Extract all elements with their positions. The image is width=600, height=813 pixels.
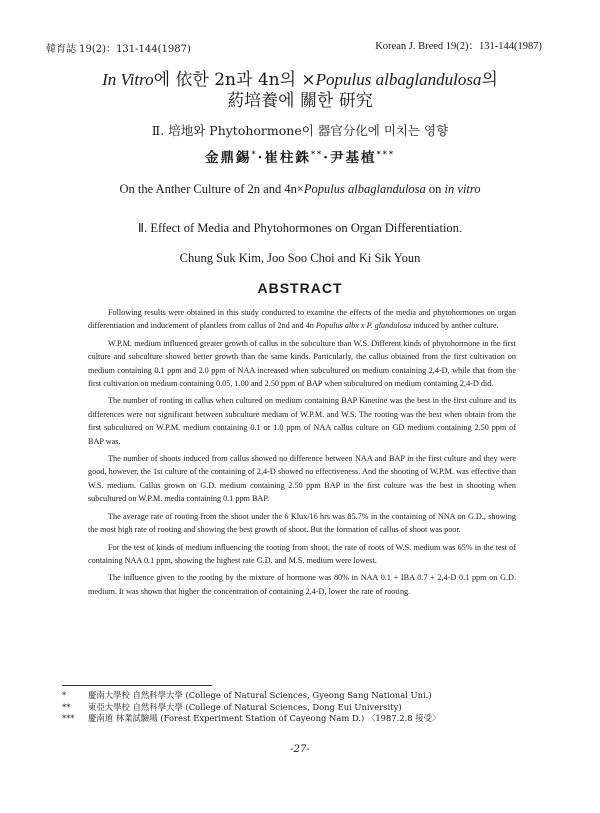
journal-citation-english: Korean J. Breed 19(2)：131-144(1987) — [375, 41, 542, 52]
abstract-body — [88, 306, 516, 602]
abstract-paragraph-7: The influence given to the rooting by the mixture of hormone was 80% in NAA 0.1 + IBA 0.7 + 2,4-D 0.1 ppm on G.D. medium. It was shown that higher the concentration of containing 2,4-D, lower the rate of rooting. — [88, 573, 516, 596]
korean-subtitle: Ⅱ. 培地와 Phytohormone이 器官分化에 미치는 영향 — [151, 123, 449, 138]
abstract-p1-species: Populus albx x P. glandulosa — [315, 321, 412, 331]
author-sep-1: · — [257, 150, 265, 166]
footnote-3-mark: *** — [62, 713, 75, 723]
english-title-line-2: Ⅱ. Effect of Media and Phytohormones on Organ Differentiation. — [137, 221, 463, 235]
footnote-divider — [62, 685, 212, 686]
author-2: 崔柱銖 — [264, 150, 311, 166]
title-italic-invitro: In Vitro — [102, 70, 154, 89]
footnote-1 — [62, 690, 522, 702]
title-text-a: 에 依한 2n과 4n의 × — [153, 70, 316, 90]
english-title-text-b: on — [425, 182, 445, 196]
korean-title-line-2: 葯培養에 關한 研究 — [227, 91, 373, 111]
author-3-mark: *** — [376, 148, 396, 159]
author-1: 金鼎錫 — [204, 150, 252, 166]
author-2-mark: ** — [310, 148, 324, 159]
abstract-paragraph-3: The number of rooting in callus when cultured on medium containing BAP Kinetine was the best in the first culture and its differences were not significant between subculture mediam of W.P.M. and W.S. The rooting was the best when obtain from the first subcultured on W.P.M. medium containing 0.1 or 1.0 ppm of NAA callus culture on GD medium containing 2.50 ppm of BAP was. — [88, 396, 516, 446]
english-title-italic-species: Populus albaglandulosa — [303, 182, 426, 196]
footnotes — [62, 690, 522, 725]
english-title-italic-invitro: in vitro — [444, 182, 481, 196]
abstract-p1-text: Following results were obtained in this study conducted to examine the effects of the media and phytohormones on organ differentiation and inducement of plantlets from callus of 2nd and 4n — [88, 308, 516, 331]
abstract-paragraph-4: The number of shoots induced from callus showed no difference between NAA and BAP in the first culture and they were good, however, the 1st culture of the containing of 2,4-D showed no effectiveness. And the shooting of W.P.M. was effective than W.S. medium. Callus grown on G.D. medium containing 2.50 ppm BAP in the first culture was the best in shooting when subcultured on W.P.M. media containing 0.1 ppm BAP. — [88, 454, 516, 504]
author-3: 尹基植 — [329, 150, 377, 166]
abstract-paragraph-6: For the test of kinds of medium influencing the rooting from shoot, the rate of roots of W.S. medium was 65% in the test of containing NAA 0.1 ppm, showing the highest rate G.D. and M.S. medium were lowest. — [88, 542, 516, 565]
title-text-b: 의 — [481, 70, 498, 90]
footnote-2-mark: ** — [62, 701, 71, 712]
author-sep-2: · — [323, 150, 330, 166]
abstract-heading: ABSTRACT — [257, 280, 343, 296]
abstract-paragraph-2: W.P.M. medium influenced greater growth of callus in the subculture than W.S. Different kinds of phytohormone in the first culture and subculture showed better growth than the same kinds. Particularly, the callus obtained from the first cultivation on medium containing 0.1 ppm and 2.0 ppm of NAA increased when subcultured on medium containing 2,4-D, while that from the first cultivation on medium containing 0.05, 1.00 and 2.50 ppm of BAP when subcultured on medium containing 2,4-D did. — [88, 338, 516, 389]
abstract-paragraph-1 — [88, 306, 516, 333]
korean-authors — [0, 146, 600, 166]
journal-citation-korean: 韓育誌 19(2)：131-144(1987) — [46, 44, 191, 55]
english-title-line-1 — [0, 182, 600, 197]
footnote-2-text: 東亞大學校 自然科學大學 (College of Natural Sciences, Dong Eui University) — [88, 701, 402, 712]
page-number: -27- — [290, 744, 310, 755]
abstract-paragraph-5: The average rate of rooting from the shoot under the 6 Klux/16 hrs was 85.7% in the containing of NNA on G.D., showing the most high rate of rooting and showing the best growth of shoot. But the formation of callus of shoot was poor. — [88, 511, 516, 535]
english-title-text-a: On the Anther Culture of 2n and 4n× — [119, 182, 304, 196]
footnote-3-text: 慶南道 林業試驗場 (Forest Experiment Station of Cayeong Nam D.) 〈1987.2.8 接受〉 — [88, 713, 441, 723]
author-1-mark: * — [251, 148, 258, 159]
abstract-p1-tail: induced by anther culture. — [411, 321, 499, 331]
footnote-1-mark: * — [62, 690, 67, 700]
english-authors: Chung Suk Kim, Joo Soo Choi and Ki Sik Youn — [179, 251, 421, 265]
footnote-2 — [62, 702, 522, 714]
title-italic-species: Populus albaglandulosa — [315, 70, 482, 89]
korean-title-line-1 — [0, 70, 600, 90]
footnote-1-text: 慶南大學校 自然科學大學 (College of Natural Sciences, Gyeong Sang National Uni.) — [88, 690, 432, 700]
footnote-3 — [62, 713, 522, 725]
